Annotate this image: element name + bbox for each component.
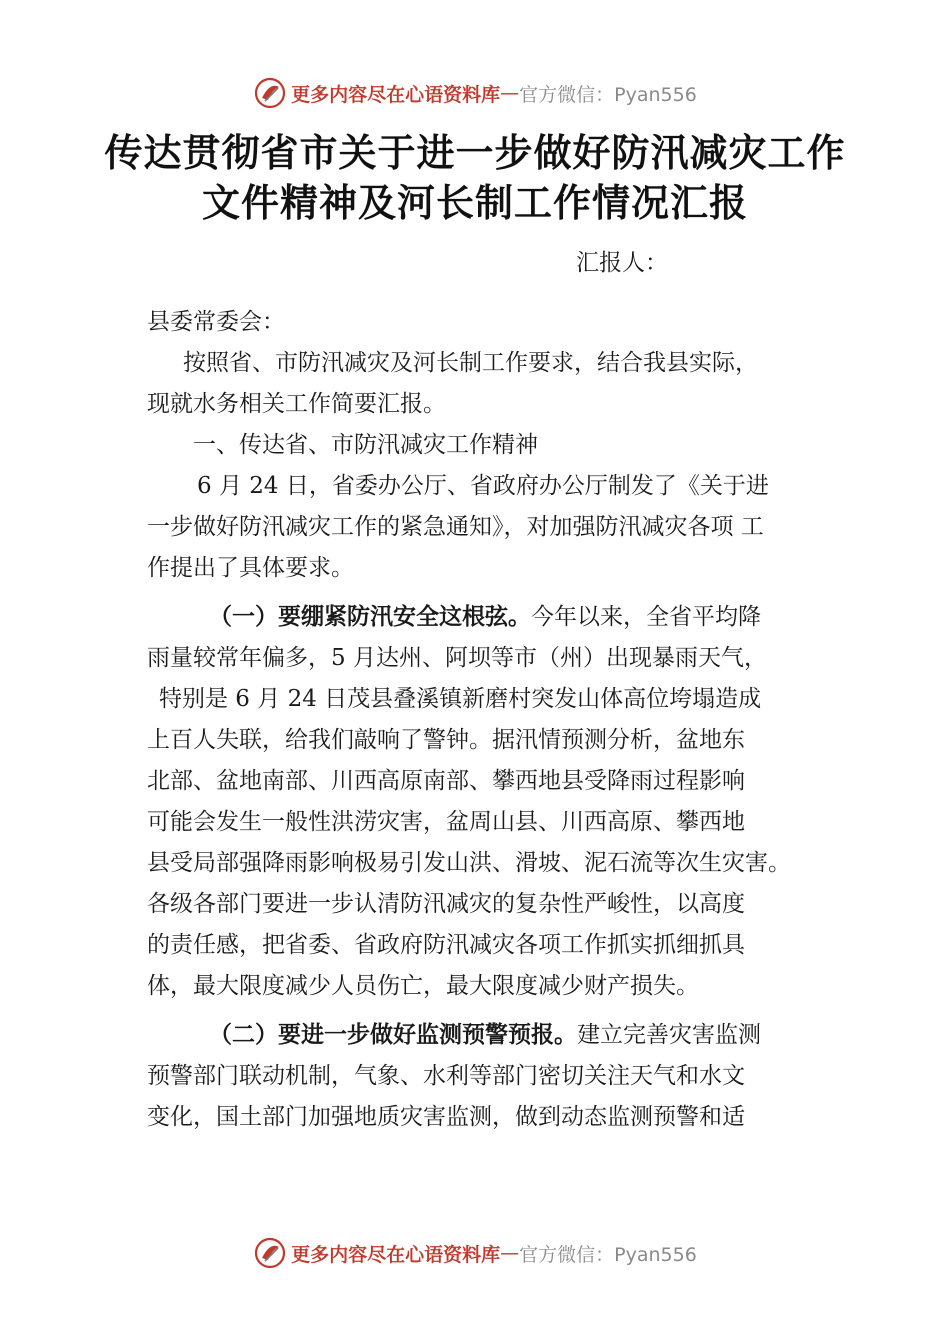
section-1-heading: 一、传达省、市防汛减灾工作精神 [193,432,538,458]
notice-line: 一步做好防汛减灾工作的紧急通知》，对加强防汛减灾各项 工 [147,514,764,540]
notice-paragraph [147,466,815,589]
salutation: 县委常委会： [147,309,285,335]
item-1-line: 特别是 6 月 24 日茂县叠溪镇新磨村突发山体高位垮塌造成 [159,686,762,712]
document-title-line-2: 文件精神及河长制工作情况汇报 [201,180,748,225]
notice-line: 作提出了具体要求。 [147,555,354,581]
reporter-label: 汇报人： [576,250,668,276]
footer-banner [0,1233,950,1273]
item-1-first-text: 今年以来，全省平均降 [531,604,761,630]
document-title-line-1: 传达贯彻省市关于进一步做好防汛减灾工作 [104,130,846,175]
item-1-first-line [147,597,815,638]
item-1-line: 的责任感，把省委、省政府防汛减灾各项工作抓实抓细抓具 [147,932,745,958]
item-1-line: 体，最大限度减少人员伤亡，最大限度减少财产损失。 [147,973,699,999]
item-1-line: 雨量较常年偏多，5 月达州、阿坝等市（州）出现暴雨天气， [147,645,767,671]
item-2-line: 变化，国土部门加强地质灾害监测，做到动态监测预警和适 [147,1104,745,1130]
logo-icon [253,1236,287,1270]
item-2-line: 预警部门联动机制，气象、水利等部门密切关注天气和水文 [147,1063,745,1089]
item-1-paragraph [147,597,815,1007]
intro-line: 现就水务相关工作简要汇报。 [147,391,446,417]
header-banner [0,73,950,113]
item-2-first-text: 建立完善灾害监测 [577,1022,761,1048]
library-text: 更多内容尽在心语资料库 [291,1243,501,1266]
item-2-lead: （二）要进一步做好监测预警预报。 [209,1022,577,1048]
wechat-text: 官方微信：Pyan556 [519,83,697,106]
item-2-paragraph [147,1015,815,1138]
item-1-line: 各级各部门要进一步认清防汛减灾的复杂性严峻性，以高度 [147,891,745,917]
item-1-lead: （一）要绷紧防汛安全这根弦。 [209,604,531,630]
intro-line: 按照省、市防汛减灾及河长制工作要求，结合我县实际， [183,350,758,376]
item-1-line: 上百人失联，给我们敲响了警钟。据汛情预测分析，盆地东 [147,727,745,753]
library-text: 更多内容尽在心语资料库 [291,83,501,106]
item-1-line: 北部、盆地南部、川西高原南部、攀西地县受降雨过程影响 [147,768,745,794]
notice-line: 6 月 24 日，省委办公厅、省政府办公厅制发了《关于进 [197,473,769,499]
banner-dash: — [500,1242,520,1264]
item-1-line: 可能会发生一般性洪涝灾害，盆周山县、川西高原、攀西地 [147,809,745,835]
intro-paragraph [147,343,815,425]
wechat-text: 官方微信：Pyan556 [519,1243,697,1266]
item-2-first-line [147,1015,815,1056]
item-1-line: 县受局部强降雨影响极易引发山洪、滑坡、泥石流等次生灾害。 [147,850,791,876]
banner-dash: — [500,82,520,104]
logo-icon [253,76,287,110]
